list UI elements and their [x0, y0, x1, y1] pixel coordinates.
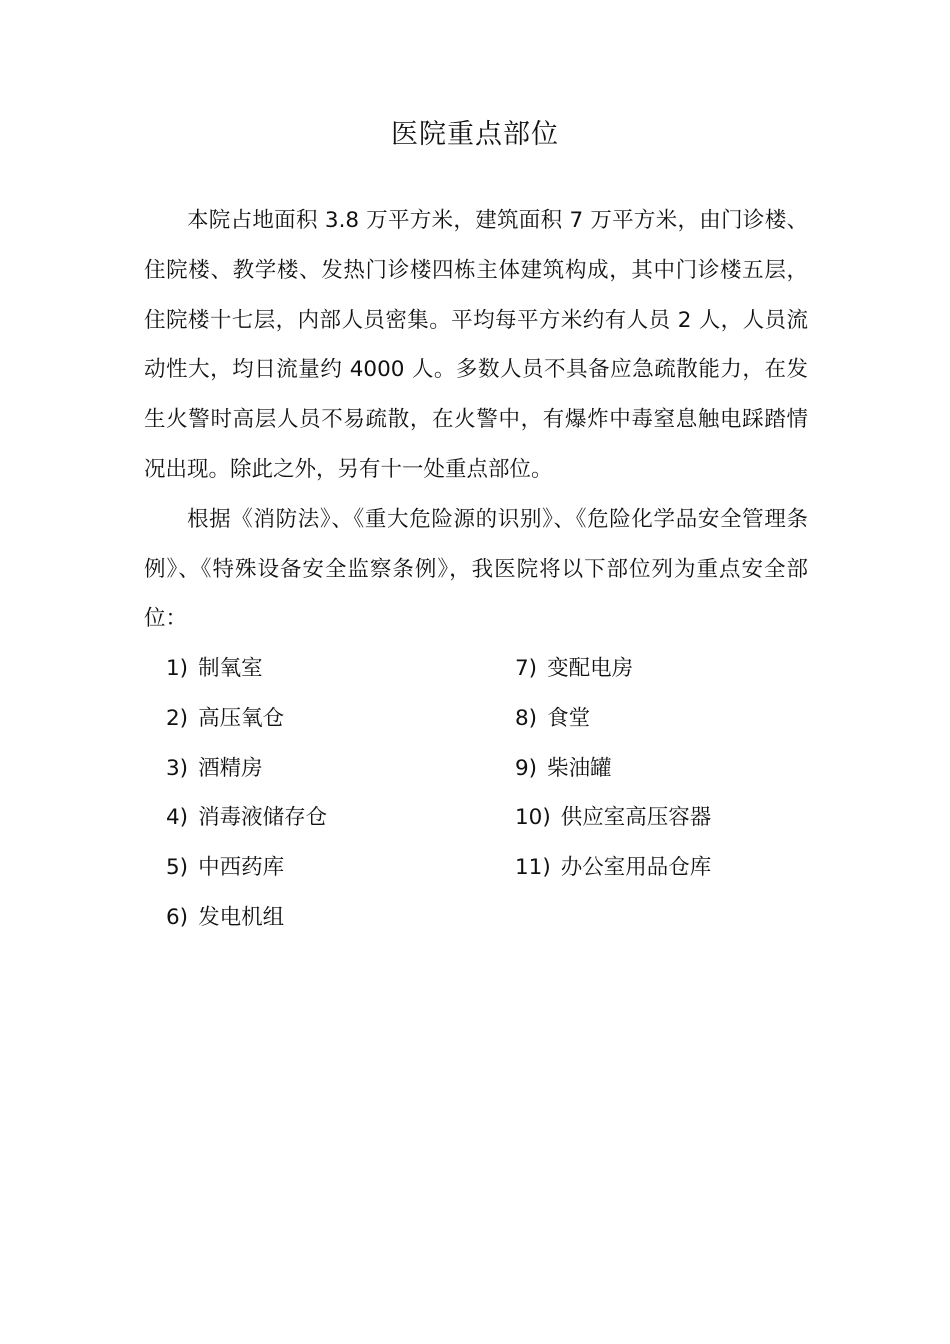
list-item	[515, 793, 711, 843]
list-item-label: 酒精房	[198, 755, 263, 781]
list-item-number: 4)	[166, 805, 189, 831]
list-item-number: 1)	[166, 656, 189, 681]
list-item	[166, 843, 327, 893]
list-item-number: 3)	[166, 755, 189, 781]
list-item-number: 8)	[515, 705, 538, 731]
list-item-number: 5)	[166, 855, 189, 881]
list-item	[166, 644, 327, 694]
list-item-number: 6)	[166, 904, 189, 930]
page-title: 医院重点部位	[391, 119, 559, 150]
list-item	[166, 694, 327, 744]
list-item-number: 7)	[515, 656, 538, 681]
key-locations-list-right	[515, 644, 711, 893]
list-item-label: 消毒液储存仓	[198, 805, 328, 831]
list-item-number: 9)	[515, 755, 538, 781]
key-locations-list-left	[166, 644, 327, 943]
list-item	[166, 793, 327, 843]
document-body	[144, 196, 808, 644]
list-item-label: 办公室用品仓库	[560, 855, 712, 881]
list-item-label: 变配电房	[547, 656, 634, 681]
list-item-label: 食堂	[547, 705, 591, 731]
list-item	[166, 893, 327, 943]
list-item-label: 柴油罐	[547, 755, 612, 781]
list-item-number: 10)	[515, 805, 551, 831]
list-item	[166, 744, 327, 794]
paragraph-intro: 本院占地面积 3.8 万平方米，建筑面积 7 万平方米，由门诊楼、住院楼、教学楼、发热门诊楼四栋主体建筑构成，其中门诊楼五层，住院楼十七层，内部人员密集。平均每平方米约有人员 2 人，人员流动性大，均日流量约 4000 人。多数人员不具备应急疏散能力，在发生火警时高层人员不易疏散，在火警中，有爆炸中毒窒息触电踩踏情况出现。除此之外，另有十一处重点部位。	[144, 208, 808, 482]
list-item-label: 中西药库	[198, 855, 285, 881]
list-item-number: 2)	[166, 705, 189, 731]
list-item-number: 11)	[515, 855, 551, 881]
list-item	[515, 843, 711, 893]
list-item	[515, 694, 711, 744]
list-item	[515, 644, 711, 694]
list-item	[515, 744, 711, 794]
paragraph-regulations: 根据《消防法》、《重大危险源的识别》、《危险化学品安全管理条例》、《特殊设备安全监察条例》，我医院将以下部位列为重点安全部位：	[144, 506, 808, 632]
list-item-label: 发电机组	[198, 904, 285, 930]
list-item-label: 高压氧仓	[198, 705, 285, 731]
list-item-label: 制氧室	[198, 656, 263, 681]
list-item-label: 供应室高压容器	[560, 805, 712, 831]
